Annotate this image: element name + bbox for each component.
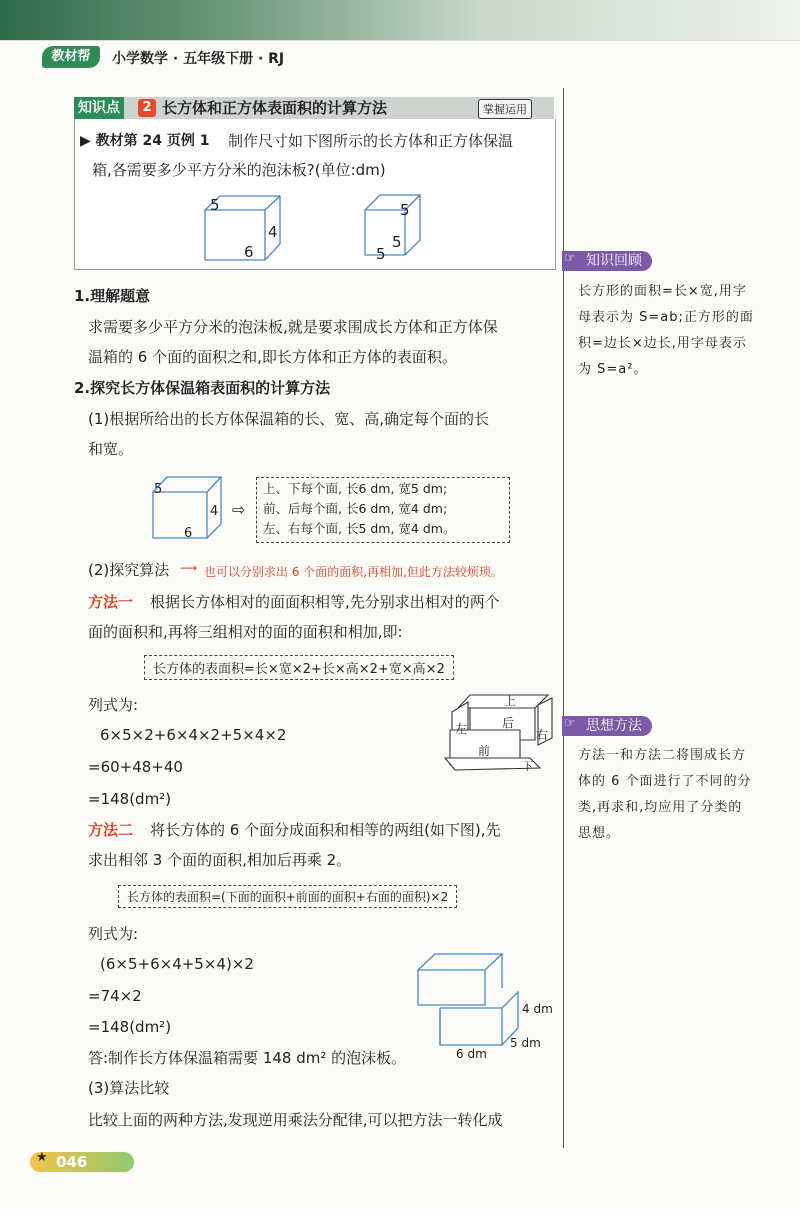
sidebar-review-title: 知识回顾 xyxy=(586,253,642,269)
split-cuboid-diagram xyxy=(410,950,525,1050)
face-row: 左、右每个面, 长5 dm, 宽4 dm。 xyxy=(263,521,456,536)
step-1-line-2: 和宽。 xyxy=(88,440,134,458)
arrow-icon: ⟶ xyxy=(180,561,198,575)
method-1-line-1: 根据长方体相对的面面积相等,先分别求出相对的两个 xyxy=(150,593,500,611)
method-2-label: 方法二 xyxy=(88,821,134,839)
method-1-label: 方法一 xyxy=(88,593,134,611)
knowledge-point-number: 2 xyxy=(138,99,156,117)
cube-label-bottom: 5 xyxy=(376,245,386,263)
example-line-2: 箱,各需要多少平方分米的泡沫板?(单位:dm) xyxy=(92,161,386,179)
section-1-heading: 1.理解题意 xyxy=(74,287,151,305)
small-cuboid-label-4: 4 xyxy=(210,504,219,519)
right-arrow-icon: ⇨ xyxy=(232,500,246,519)
sidebar-method-line: 类,再求和,均应用了分类的 xyxy=(578,800,743,815)
step-2-label: (2)探究算法 xyxy=(88,561,170,579)
sidebar-method-title: 思想方法 xyxy=(586,718,642,734)
mastery-badge: 掌握运用 xyxy=(478,99,532,119)
dim-label-5dm: 5 dm xyxy=(510,1036,541,1050)
step-2-note: 也可以分别求出 6 个面的面积,再相加,但此方法较烦琐。 xyxy=(204,565,503,579)
method-1-calc-line: =148(dm²) xyxy=(88,790,172,808)
face-label-bottom: 下 xyxy=(522,760,533,773)
cube-label-top: 5 xyxy=(400,201,410,219)
knowledge-point-title: 长方体和正方体表面积的计算方法 xyxy=(162,99,388,117)
face-label-front: 前 xyxy=(478,744,491,758)
step-3-heading: (3)算法比较 xyxy=(88,1079,170,1097)
cube-label-side: 5 xyxy=(392,233,402,251)
step-1-line-1: (1)根据所给出的长方体保温箱的长、宽、高,确定每个面的长 xyxy=(88,410,490,428)
face-dimension-box xyxy=(256,477,510,543)
column-divider xyxy=(563,88,564,1148)
pointing-hand-icon: ☞ xyxy=(564,716,576,731)
sidebar-review-line: 母表示为 S=ab;正方形的面 xyxy=(578,310,754,325)
cuboid-label-4: 4 xyxy=(268,223,278,241)
method-1-line-2: 面的面积和,再将三组相对的面的面积和相加,即: xyxy=(88,623,403,641)
method-1-calc-line: =60+48+40 xyxy=(88,758,183,776)
example-line-1: 制作尺寸如下图所示的长方体和正方体保温 xyxy=(228,132,514,150)
brand-logo: 教材帮 xyxy=(42,46,100,68)
method-1-formula: 长方体的表面积=长×宽×2+长×高×2+宽×高×2 xyxy=(144,655,454,680)
face-row: 上、下每个面, 长6 dm, 宽5 dm; xyxy=(263,481,448,496)
mascot-icon: ★ xyxy=(36,1150,48,1165)
method-2-calc-line: (6×5+6×4+5×4)×2 xyxy=(100,955,254,973)
sidebar-method-line: 思想。 xyxy=(578,826,621,841)
method-2-formula: 长方体的表面积=(下面的面积+前面的面积+右面的面积)×2 xyxy=(118,885,457,908)
pointing-hand-icon: ☞ xyxy=(564,251,576,266)
method-2-calc-label: 列式为: xyxy=(88,925,139,943)
method-2-calc-line: =74×2 xyxy=(88,987,142,1005)
method-2-line-2: 求出相邻 3 个面的面积,相加后再乘 2。 xyxy=(88,851,352,869)
example-source: ▶ 教材第 24 页例 1 xyxy=(80,133,210,149)
knowledge-point-tag: 知识点 xyxy=(74,97,124,119)
face-label-top: 上 xyxy=(504,694,517,708)
face-label-back: 后 xyxy=(502,716,515,730)
sidebar-review-line: 积=边长×边长,用字母表示 xyxy=(578,336,747,351)
method-2-calc-line: =148(dm²) xyxy=(88,1018,172,1036)
section-1-line-2: 温箱的 6 个面的面积之和,即长方体和正方体的表面积。 xyxy=(88,348,457,366)
section-2-heading: 2.探究长方体保温箱表面积的计算方法 xyxy=(74,379,331,397)
face-row: 前、后每个面, 长6 dm, 宽4 dm; xyxy=(263,501,448,516)
method-1-calc-label: 列式为: xyxy=(88,696,139,714)
face-label-right: 右 xyxy=(536,728,549,742)
section-1-line-1: 求需要多少平方分米的泡沫板,就是要求围成长方体和正方体保 xyxy=(88,318,498,336)
sidebar-method-line: 方法一和方法二将围成长方 xyxy=(578,748,747,763)
method-2-answer: 答:制作长方体保温箱需要 148 dm² 的泡沫板。 xyxy=(88,1049,407,1067)
dim-label-4dm: 4 dm xyxy=(522,1002,553,1016)
sidebar-review-line: 长方形的面积=长×宽,用字 xyxy=(578,284,747,299)
sidebar-review-line: 为 S=a²。 xyxy=(578,362,648,377)
cuboid-label-5: 5 xyxy=(210,196,220,214)
method-2-line-1: 将长方体的 6 个面分成面积和相等的两组(如下图),先 xyxy=(150,821,501,839)
book-title: 小学数学 · 五年级下册 · RJ xyxy=(112,51,285,67)
sidebar-method-line: 体的 6 个面进行了不同的分 xyxy=(578,774,752,789)
face-label-left: 左 xyxy=(455,722,468,736)
method-1-calc-line: 6×5×2+6×4×2+5×4×2 xyxy=(100,726,287,744)
small-cuboid-label-6: 6 xyxy=(184,526,193,541)
small-cuboid-label-5: 5 xyxy=(154,482,163,497)
step-3-line-1: 比较上面的两种方法,发现逆用乘法分配律,可以把方法一转化成 xyxy=(88,1111,503,1129)
dim-label-6dm: 6 dm xyxy=(456,1047,487,1061)
cuboid-label-6: 6 xyxy=(244,243,254,261)
page-number: 046 xyxy=(56,1153,88,1171)
